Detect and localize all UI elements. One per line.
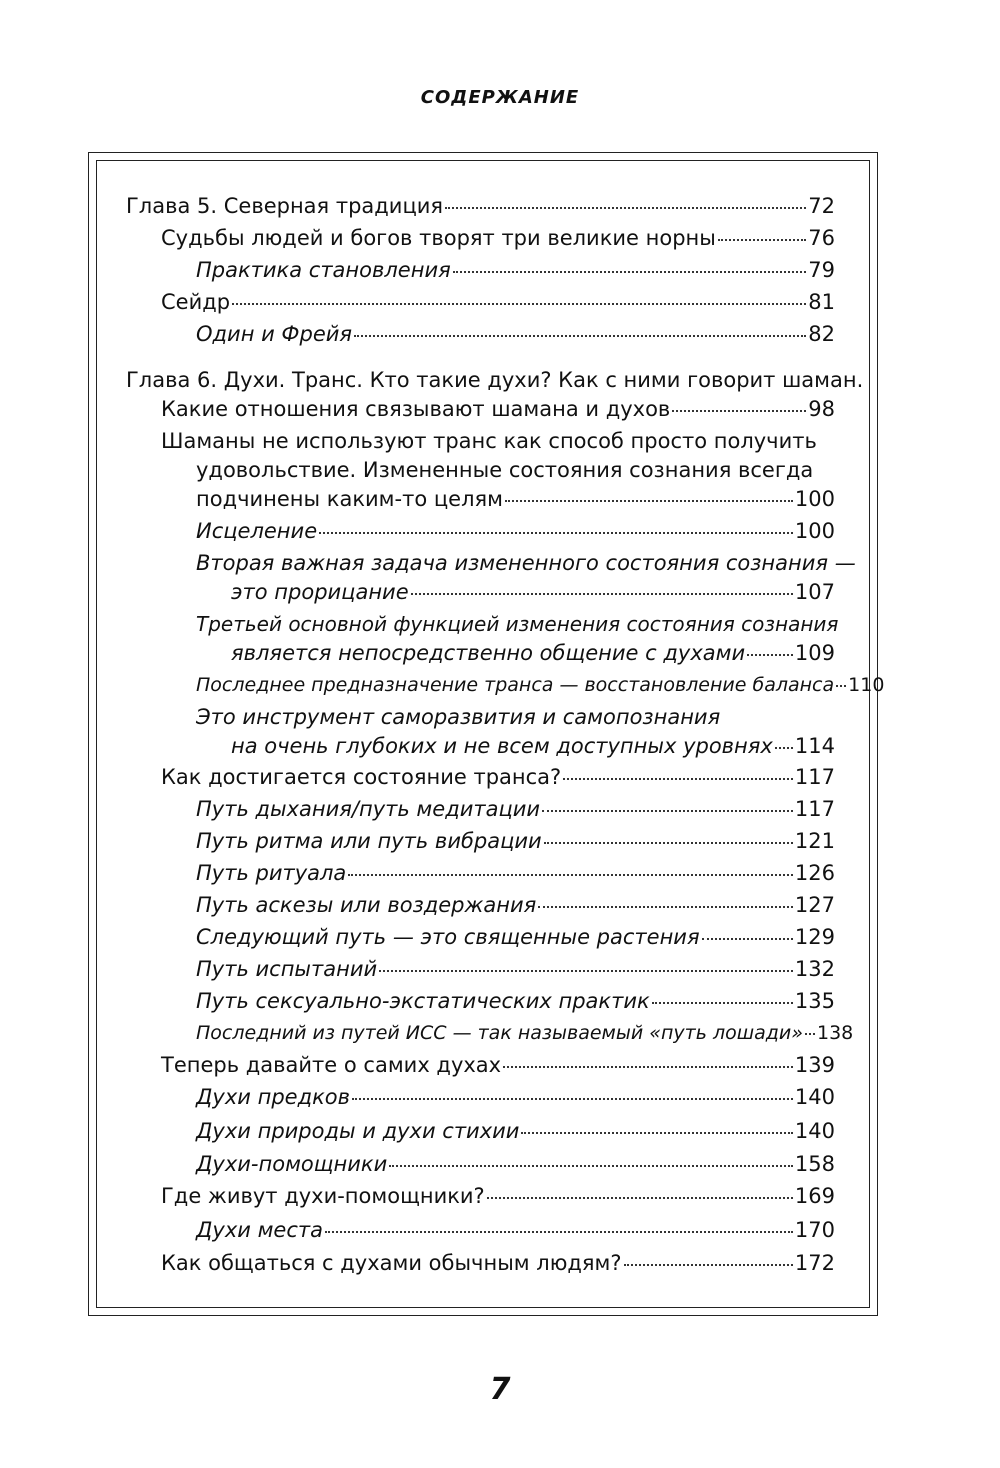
toc-entry-page: 129 [794, 925, 835, 949]
toc-entry[interactable] [196, 549, 856, 607]
toc-entry-page: 132 [794, 957, 835, 981]
toc-entry-title: Путь аскезы или воздержания [196, 893, 537, 917]
toc-entry-title: Путь ритма или путь вибрации [196, 829, 542, 853]
toc-entry[interactable] [196, 610, 839, 668]
toc-entry-title: Глава 5. Северная традиция [126, 194, 444, 218]
toc-entry-title-line: Глава 6. Духи. Транс. Кто такие духи? Как с ними говорит шаман. [126, 368, 864, 392]
toc-entry[interactable] [196, 891, 835, 920]
toc-entry-page: 127 [794, 893, 835, 917]
toc-entry-page: 140 [794, 1085, 835, 1109]
toc-entry[interactable] [161, 224, 835, 253]
toc-entry[interactable] [196, 1083, 835, 1112]
toc-entry[interactable] [161, 1051, 835, 1080]
toc-entry-title: Следующий путь — это священные растения [196, 925, 700, 949]
toc-entry-page: 110 [848, 674, 885, 696]
toc-entry[interactable] [196, 671, 885, 700]
toc-entry-page: 76 [808, 226, 835, 250]
toc-entry-page: 79 [808, 258, 835, 282]
toc-entry[interactable] [196, 256, 835, 285]
toc-entry[interactable] [196, 923, 835, 952]
toc-entry[interactable] [161, 427, 835, 514]
toc-entry-title: Духи предков [196, 1085, 350, 1109]
toc-entry[interactable] [196, 955, 835, 984]
toc-entry-title: Сейдр [161, 290, 231, 314]
toc-entry-page: 140 [794, 1119, 835, 1143]
toc-entry-page: 121 [794, 829, 835, 853]
toc-entry-title-line: Шаманы не используют транс как способ просто получить [161, 429, 817, 453]
toc-entry[interactable] [161, 288, 835, 317]
toc-entry[interactable] [196, 827, 835, 856]
toc-entry[interactable] [196, 1150, 835, 1179]
toc-entry-page: 172 [794, 1251, 835, 1275]
toc-entry-page: 138 [816, 1022, 854, 1044]
toc-entry-page: 135 [794, 989, 835, 1013]
toc-entry[interactable] [196, 795, 835, 824]
toc-entry-page: 114 [794, 734, 835, 758]
toc-entry-title: Путь дыхания/путь медитации [196, 797, 541, 821]
toc-entry-title-line: Это инструмент саморазвития и самопознания [196, 705, 721, 729]
toc-entry-title-line: Вторая важная задача измененного состояния сознания — [196, 551, 856, 575]
toc-entry-page: 72 [808, 194, 835, 218]
toc-entry-page: 117 [794, 797, 835, 821]
toc-chapter-6[interactable] [126, 366, 864, 424]
toc-entry-title: Духи-помощники [196, 1152, 388, 1176]
toc-entry-page: 109 [794, 641, 835, 665]
toc-entry[interactable] [161, 1182, 835, 1211]
toc-entry-page: 107 [794, 580, 835, 604]
page-title: содержание [420, 80, 580, 110]
toc-entry-page: 117 [794, 765, 835, 789]
toc-entry-title: подчинены каким-то целям [196, 487, 503, 511]
toc-entry[interactable] [196, 859, 835, 888]
toc-entry[interactable] [161, 763, 835, 792]
toc-entry-title: Путь испытаний [196, 957, 378, 981]
toc-entry[interactable] [196, 703, 835, 761]
toc-entry[interactable] [161, 1249, 835, 1278]
toc-entry-title: Теперь давайте о самих духах [161, 1053, 502, 1077]
toc-entry-title: Какие отношения связывают шамана и духов [161, 397, 671, 421]
toc-entry-title: является непосредственно общение с духами [231, 641, 746, 665]
page-number: 7 [489, 1372, 511, 1407]
toc-entry-title: Судьбы людей и богов творят три великие норны [161, 226, 716, 250]
toc-entry-page: 139 [794, 1053, 835, 1077]
toc-entry-title: Один и Фрейя [196, 322, 353, 346]
toc-entry-title: Последний из путей ИСС — так называемый «путь лошади» [196, 1022, 803, 1044]
toc-entry-title: Путь ритуала [196, 861, 347, 885]
toc-entry[interactable] [196, 1019, 854, 1048]
toc-entry[interactable] [196, 1216, 835, 1245]
toc-entry-title: Духи природы и духи стихии [196, 1119, 520, 1143]
toc-entry-title-line: Третьей основной функцией изменения состояния сознания [196, 612, 839, 636]
toc-entry-page: 98 [808, 397, 835, 421]
toc-entry-title: Исцеление [196, 519, 318, 543]
toc-entry-title: на очень глубоких и не всем доступных уровнях [231, 734, 773, 758]
toc-entry-title: это прорицание [231, 580, 409, 604]
toc-entry-title: Путь сексуально-экстатических практик [196, 989, 650, 1013]
toc-entry-page: 126 [794, 861, 835, 885]
toc-entry-page: 158 [794, 1152, 835, 1176]
toc-entry-title-line: удовольствие. Измененные состояния сознания всегда [196, 458, 814, 482]
toc-chapter-5[interactable] [126, 192, 835, 221]
toc-entry-page: 100 [794, 487, 835, 511]
toc-entry-page: 170 [794, 1218, 835, 1242]
toc-entry-page: 81 [808, 290, 835, 314]
toc-entry-page: 169 [794, 1184, 835, 1208]
toc-entry[interactable] [196, 517, 835, 546]
toc-entry[interactable] [196, 987, 835, 1016]
toc-entry-title: Как достигается состояние транса? [161, 765, 562, 789]
toc-entry-title: Последнее предназначение транса — восстановление баланса [196, 674, 835, 696]
toc-entry-title: Как общаться с духами обычным людям? [161, 1251, 622, 1275]
toc-entry-title: Духи места [196, 1218, 323, 1242]
toc-entry-title: Где живут духи-помощники? [161, 1184, 485, 1208]
toc-entry-title: Практика становления [196, 258, 451, 282]
toc-entry-page: 100 [794, 519, 835, 543]
toc-entry-page: 82 [808, 322, 835, 346]
toc-entry[interactable] [196, 320, 835, 349]
toc-entry[interactable] [196, 1117, 835, 1146]
